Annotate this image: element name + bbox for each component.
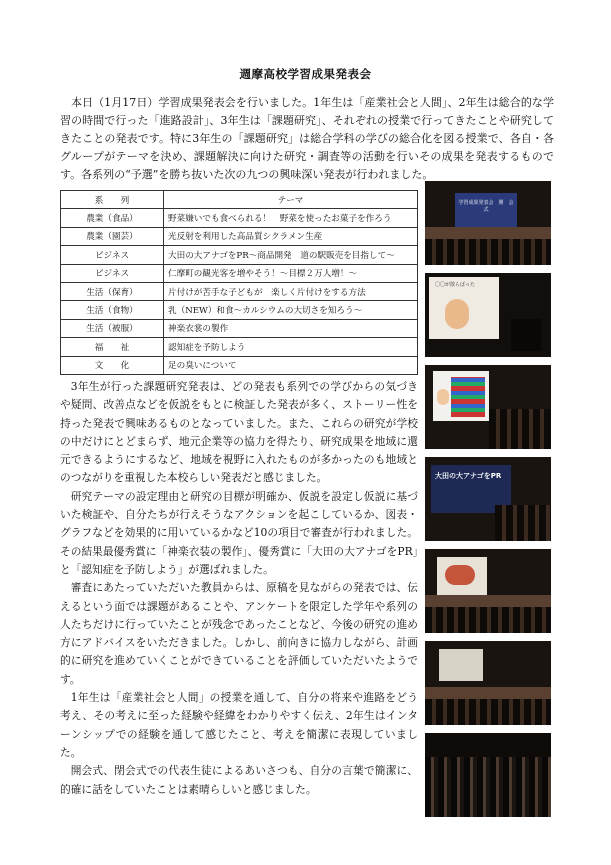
cell-theme: 大田の大アナゴをPR～商品開発 道の駅販売を目指して～ [164,246,418,264]
cell-theme: 野菜嫌いでも食べられる！ 野菜を使ったお菓子を作ろう [164,209,418,227]
report-body [60,378,418,799]
cell-category: 農業（食品） [61,209,164,227]
slide-caption: 学習成果発表会 開 会 式 [458,200,519,213]
illustration-icon [445,299,469,329]
face-illustration-icon [437,389,449,405]
body-paragraph: 3年生が行った課題研究発表は、どの発表も系列での学びからの気づきや疑問、改善点などを仮説をもとに検証した発表が多く、ストーリー性を持った発表で興味あるものとなっていました。また、これらの研究が学校の中だけにとどまらず、地元企業等の協力を得たり、研究成果を地域に還元できるようにするなど、地域を視野に入れたものが多かったのも地域とのつながりを重視した本校らしい発表だと感じました。 [60,380,418,485]
photo-stage-wide [425,641,551,725]
cell-category: 農業（園芸） [61,227,164,245]
table-row [61,246,418,264]
cell-category: 生活（保育） [61,282,164,300]
table-row [61,356,418,374]
photo-presentation-chart-slide [425,365,551,449]
table-row [61,319,418,337]
table-row [61,264,418,282]
cell-category: 生活（被服） [61,319,164,337]
table-row [61,227,418,245]
table-header-row [61,191,418,209]
photo-audience [425,733,551,817]
cell-category: ビジネス [61,246,164,264]
table-row [61,338,418,356]
intro-paragraph: 本日（1月17日）学習成果発表会を行いました。1年生は「産業社会と人間」、2年生は総合的な学習の時間で行った「進路設計」、3年生は「課題研究」、それぞれの授業で行ってきたことや研究してきたことの発表です。特に3年生の「課題研究」は総合学科の学びの総合化を図る授業で、各自・各グループがテーマを決め、課題解決に向けた研究・調査等の活動を行いその成果を発表するものです。各系列の“予選”を勝ち抜いた次の九つの興味深い発表が行われました。 [60,96,554,181]
slide-caption: 大田の大アナゴをPR [435,472,502,480]
photo-opening-slide [425,181,551,265]
cell-category: 福 祉 [61,338,164,356]
cell-theme: 仁摩町の観光客を増やそう！～目標２万人増！～ [164,264,418,282]
cell-category: ビジネス [61,264,164,282]
cell-theme: 認知症を予防しよう [164,338,418,356]
cell-theme: 神楽衣裳の製作 [164,319,418,337]
table-row [61,282,418,300]
presenters-icon [511,319,541,351]
cell-theme: 片付けが苦手な子どもが 楽しく片付けをする方法 [164,282,418,300]
body-paragraph: 審査にあたっていただいた教員からは、原稿を見ながらの発表では、伝えるという面では課題があることや、アンケートを限定した学年や系列の人たちだけに行っていたことが残念であったことなど、今後の研究の進め方にアドバイスをいただきました。しかし、前向きに協力しながら、計画的に研究を進めていくことができていることを評価していただいたようです。 [60,581,418,686]
table-row [61,301,418,319]
cell-theme: 足の臭いについて [164,356,418,374]
photo-anago-slide [425,457,551,541]
body-paragraph: 開会式、閉会式での代表生徒によるあいさつも、自分の言葉で簡潔に、的確に話をしていたことは素晴らしいと感じました。 [60,764,418,796]
cell-category: 文 化 [61,356,164,374]
table-row [61,209,418,227]
presentation-table [60,190,418,375]
col-header-theme: テーマ [164,191,418,209]
slide-caption: 〇〇が散らばった [435,282,476,288]
photo-presentation-kids-slide [425,273,551,357]
cell-theme: 乳（NEW）和食～カルシウムの大切さを知ろう～ [164,301,418,319]
chart-graphic-icon [451,377,485,417]
cell-theme: 光反射を利用した高品質シクラメン生産 [164,227,418,245]
photo-food-slide [425,549,551,633]
photo-column [425,181,551,825]
page-title: 週摩高校学習成果発表会 [239,67,372,81]
body-paragraph: 研究テーマの設定理由と研究の目標が明確か、仮説を設定し仮説に基づいた検証や、自分たちが行えそうなアクションを起こしているか、図表・グラフなどを効果的に用いているかなど10の項目で審査が行われました。その結果最優秀賞に「神楽衣装の製作」、優秀賞に「大田の大アナゴをPR」と「認知症を予防しよう」が選ばれました。 [60,489,418,576]
cell-category: 生活（食物） [61,301,164,319]
food-image-icon [445,565,475,585]
col-header-category: 系 列 [61,191,164,209]
body-paragraph: 1年生は「産業社会と人間」の授業を通して、自分の将来や進路をどう考え、その考えに至った経験や経緯をわかりやすく伝え、2年生はインターンシップでの経験を通して感じたこと、考えを簡潔に表現していました。 [60,691,418,759]
